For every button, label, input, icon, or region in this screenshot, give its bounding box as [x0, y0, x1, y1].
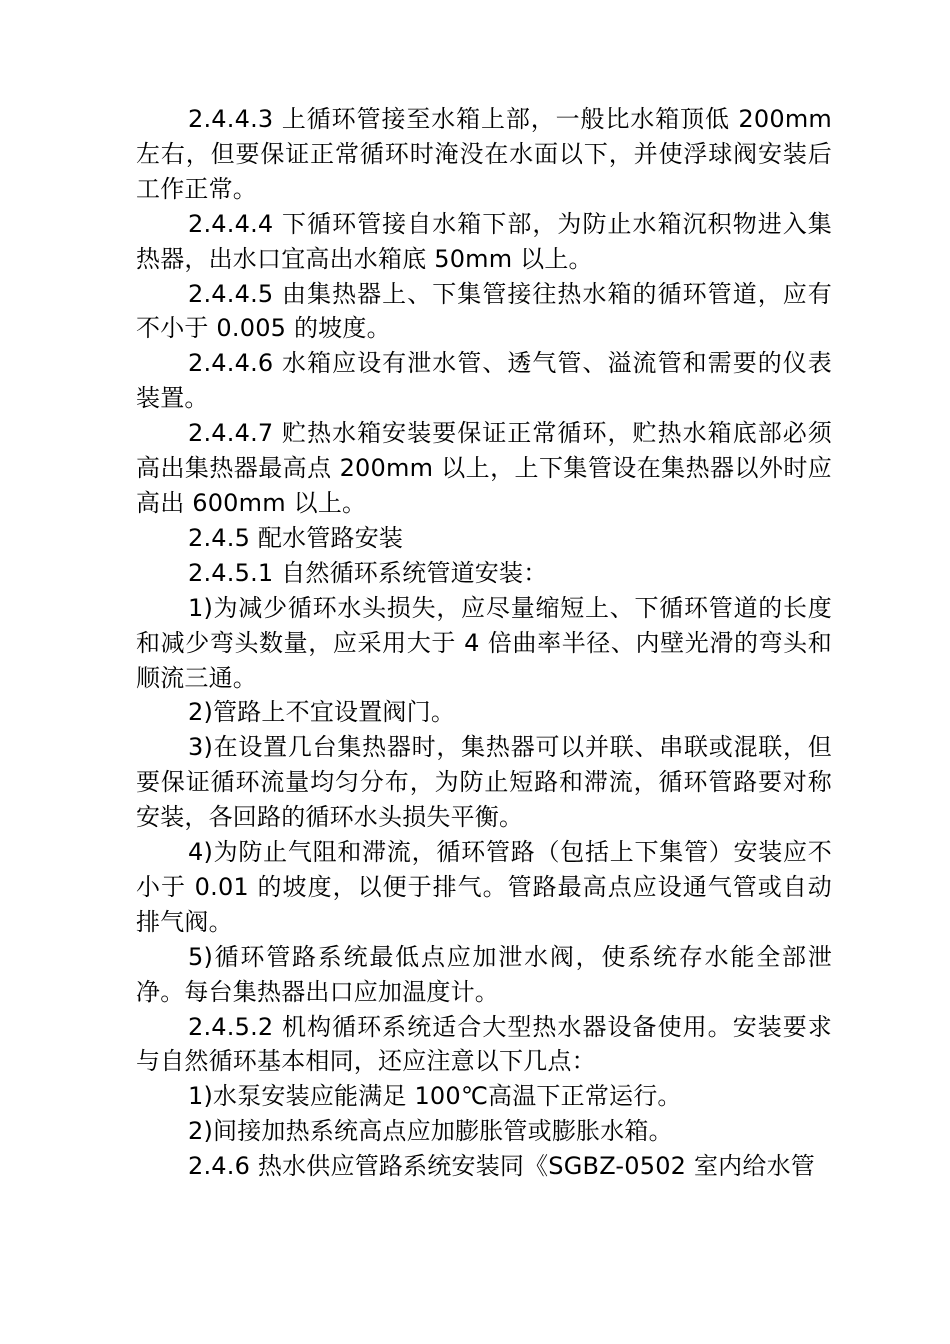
paragraph-2-4-4-5: 2.4.4.5 由集热器上、下集管接往热水箱的循环管道，应有不小于 0.005 的坡度。 [136, 279, 832, 343]
list-item-pump: 1)水泵安装应能满足 100℃高温下正常运行。 [188, 1082, 682, 1111]
subsection-heading-2-4-5-1: 2.4.5.1 自然循环系统管道安装： [188, 558, 548, 587]
list-item-1: 1)为减少循环水头损失，应尽量缩短上、下循环管道的长度和减少弯头数量，应采用大于 4 倍曲率半径、内壁光滑的弯头和顺流三通。 [136, 593, 832, 692]
paragraph-2-4-4-7: 2.4.4.7 贮热水箱安装要保证正常循环，贮热水箱底部必须高出集热器最高点 200mm 以上，上下集管设在集热器以外时应高出 600mm 以上。 [136, 419, 832, 517]
list-item-3: 3)在设置几台集热器时，集热器可以并联、串联或混联，但要保证循环流量均匀分布，为防止短路和滞流，循环管路要对称安装，各回路的循环水头损失平衡。 [136, 733, 832, 832]
document-body [136, 102, 832, 1184]
paragraph-2-4-4-3: 2.4.4.3 上循环管接至水箱上部，一般比水箱顶低 200mm 左右，但要保证正常循环时淹没在水面以下，并使浮球阀安装后工作正常。 [136, 105, 832, 203]
list-item-expansion: 2)间接加热系统高点应加膨胀管或膨胀水箱。 [188, 1117, 673, 1146]
section-heading-2-4-5: 2.4.5 配水管路安装 [188, 523, 404, 552]
list-item-4: 4)为防止气阻和滞流，循环管路（包括上下集管）安装应不小于 0.01 的坡度，以便于排气。管路最高点应设通气管或自动排气阀。 [136, 838, 832, 936]
paragraph-2-4-6: 2.4.6 热水供应管路系统安装同《SGBZ-0502 室内给水管 [188, 1152, 815, 1181]
paragraph-2-4-4-4: 2.4.4.4 下循环管接自水箱下部，为防止水箱沉积物进入集热器，出水口宜高出水箱底 50mm 以上。 [136, 209, 832, 273]
paragraph-2-4-4-6: 2.4.4.6 水箱应设有泄水管、透气管、溢流管和需要的仪表装置。 [136, 349, 832, 413]
list-item-2: 2)管路上不宜设置阀门。 [188, 698, 456, 727]
paragraph-2-4-5-2: 2.4.5.2 机构循环系统适合大型热水器设备使用。安装要求与自然循环基本相同，还应注意以下几点： [136, 1012, 832, 1076]
list-item-5: 5)循环管路系统最低点应加泄水阀，使系统存水能全部泄净。每台集热器出口应加温度计。 [136, 942, 832, 1006]
